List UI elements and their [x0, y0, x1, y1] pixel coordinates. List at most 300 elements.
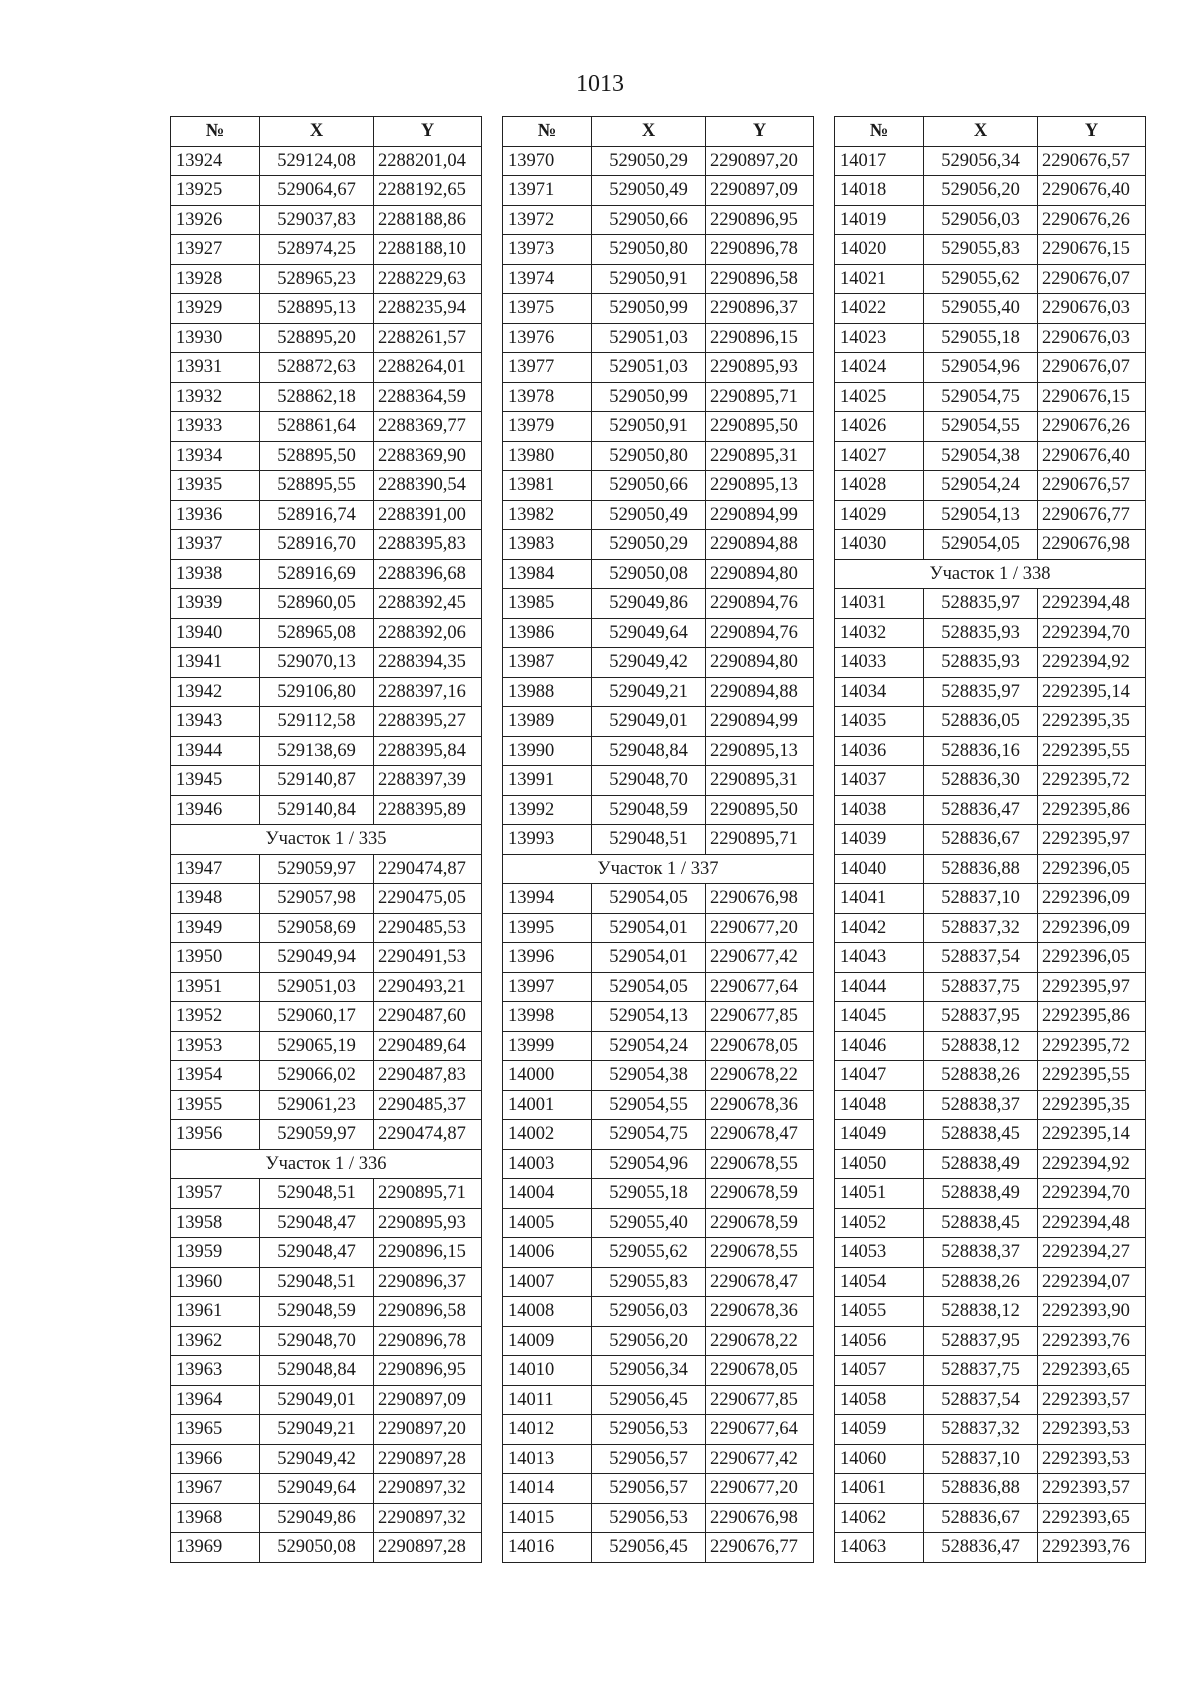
y-coordinate-cell: 2288395,84 — [374, 736, 482, 766]
x-coordinate-cell: 529054,96 — [924, 353, 1038, 383]
y-coordinate-cell: 2290894,76 — [706, 618, 814, 648]
point-number-cell: 14022 — [835, 294, 924, 324]
point-number-cell: 13963 — [171, 1356, 260, 1386]
point-number-cell: 13925 — [171, 176, 260, 206]
point-number-cell: 14038 — [835, 795, 924, 825]
table-row — [503, 589, 814, 619]
table-row — [835, 677, 1146, 707]
x-coordinate-cell: 529054,55 — [924, 412, 1038, 442]
y-coordinate-cell: 2290485,37 — [374, 1090, 482, 1120]
point-number-cell: 13955 — [171, 1090, 260, 1120]
table-row — [171, 1385, 482, 1415]
y-coordinate-cell: 2292394,70 — [1038, 1179, 1146, 1209]
x-coordinate-cell: 529054,05 — [592, 884, 706, 914]
point-number-cell: 13968 — [171, 1503, 260, 1533]
x-coordinate-cell: 529064,67 — [260, 176, 374, 206]
x-coordinate-cell: 529051,03 — [592, 353, 706, 383]
y-coordinate-cell: 2290895,13 — [706, 471, 814, 501]
table-row — [171, 943, 482, 973]
y-coordinate-cell: 2292395,35 — [1038, 1090, 1146, 1120]
table-row — [835, 1061, 1146, 1091]
table-row — [835, 825, 1146, 855]
x-coordinate-cell: 529048,70 — [260, 1326, 374, 1356]
x-coordinate-cell: 528965,23 — [260, 264, 374, 294]
point-number-cell: 14052 — [835, 1208, 924, 1238]
x-coordinate-cell: 528837,95 — [924, 1002, 1038, 1032]
y-coordinate-cell: 2290676,57 — [1038, 146, 1146, 176]
y-coordinate-cell: 2292394,92 — [1038, 1149, 1146, 1179]
point-number-cell: 14042 — [835, 913, 924, 943]
table-row — [171, 530, 482, 560]
point-number-cell: 13940 — [171, 618, 260, 648]
table-row — [171, 1120, 482, 1150]
y-coordinate-cell: 2290895,71 — [374, 1179, 482, 1209]
point-number-cell: 13956 — [171, 1120, 260, 1150]
x-coordinate-cell: 529112,58 — [260, 707, 374, 737]
point-number-cell: 14001 — [503, 1090, 592, 1120]
y-coordinate-cell: 2292395,97 — [1038, 972, 1146, 1002]
x-coordinate-cell: 528837,95 — [924, 1326, 1038, 1356]
x-coordinate-cell: 529050,80 — [592, 235, 706, 265]
point-number-cell: 14008 — [503, 1297, 592, 1327]
x-coordinate-cell: 529050,08 — [592, 559, 706, 589]
x-coordinate-cell: 529050,49 — [592, 500, 706, 530]
table-row — [835, 412, 1146, 442]
x-coordinate-cell: 528837,75 — [924, 972, 1038, 1002]
point-number-cell: 13994 — [503, 884, 592, 914]
x-coordinate-cell: 528895,13 — [260, 294, 374, 324]
table-row — [503, 1326, 814, 1356]
table-row — [503, 677, 814, 707]
x-coordinate-cell: 529049,94 — [260, 943, 374, 973]
point-number-cell: 13927 — [171, 235, 260, 265]
header-y: Y — [374, 117, 482, 147]
x-coordinate-cell: 529056,20 — [924, 176, 1038, 206]
y-coordinate-cell: 2290895,71 — [706, 825, 814, 855]
y-coordinate-cell: 2290678,22 — [706, 1326, 814, 1356]
table-row — [835, 913, 1146, 943]
table-row — [503, 1090, 814, 1120]
y-coordinate-cell: 2290895,50 — [706, 795, 814, 825]
point-number-cell: 14046 — [835, 1031, 924, 1061]
x-coordinate-cell: 529050,08 — [260, 1533, 374, 1563]
x-coordinate-cell: 528838,12 — [924, 1297, 1038, 1327]
x-coordinate-cell: 529066,02 — [260, 1061, 374, 1091]
table-row — [503, 707, 814, 737]
x-coordinate-cell: 528835,93 — [924, 618, 1038, 648]
x-coordinate-cell: 529054,38 — [592, 1061, 706, 1091]
y-coordinate-cell: 2290676,40 — [1038, 176, 1146, 206]
point-number-cell: 14050 — [835, 1149, 924, 1179]
table-row — [835, 1090, 1146, 1120]
x-coordinate-cell: 529049,64 — [592, 618, 706, 648]
point-number-cell: 14020 — [835, 235, 924, 265]
point-number-cell: 14024 — [835, 353, 924, 383]
table-row — [503, 618, 814, 648]
point-number-cell: 13958 — [171, 1208, 260, 1238]
table-row — [171, 323, 482, 353]
point-number-cell: 13926 — [171, 205, 260, 235]
y-coordinate-cell: 2292394,70 — [1038, 618, 1146, 648]
point-number-cell: 13986 — [503, 618, 592, 648]
table-row — [835, 648, 1146, 678]
y-coordinate-cell: 2290897,32 — [374, 1474, 482, 1504]
coordinates-table-left — [170, 116, 482, 1563]
point-number-cell: 13979 — [503, 412, 592, 442]
y-coordinate-cell: 2292395,14 — [1038, 677, 1146, 707]
point-number-cell: 14063 — [835, 1533, 924, 1563]
x-coordinate-cell: 529051,03 — [260, 972, 374, 1002]
x-coordinate-cell: 528838,49 — [924, 1179, 1038, 1209]
y-coordinate-cell: 2290677,20 — [706, 1474, 814, 1504]
y-coordinate-cell: 2290493,21 — [374, 972, 482, 1002]
point-number-cell: 13989 — [503, 707, 592, 737]
point-number-cell: 14032 — [835, 618, 924, 648]
y-coordinate-cell: 2290678,55 — [706, 1149, 814, 1179]
x-coordinate-cell: 529048,59 — [260, 1297, 374, 1327]
y-coordinate-cell: 2290676,07 — [1038, 353, 1146, 383]
point-number-cell: 14019 — [835, 205, 924, 235]
table-row — [835, 500, 1146, 530]
table-row — [171, 264, 482, 294]
table-row — [503, 323, 814, 353]
table-row — [171, 1002, 482, 1032]
y-coordinate-cell: 2292394,48 — [1038, 589, 1146, 619]
y-coordinate-cell: 2290677,64 — [706, 972, 814, 1002]
point-number-cell: 13952 — [171, 1002, 260, 1032]
table-row — [835, 323, 1146, 353]
x-coordinate-cell: 529049,01 — [592, 707, 706, 737]
table-row — [503, 353, 814, 383]
y-coordinate-cell: 2290895,31 — [706, 766, 814, 796]
x-coordinate-cell: 528895,50 — [260, 441, 374, 471]
table-row — [503, 943, 814, 973]
y-coordinate-cell: 2290896,78 — [706, 235, 814, 265]
point-number-cell: 14028 — [835, 471, 924, 501]
point-number-cell: 14057 — [835, 1356, 924, 1386]
point-number-cell: 13971 — [503, 176, 592, 206]
table-row — [503, 530, 814, 560]
x-coordinate-cell: 529054,01 — [592, 913, 706, 943]
x-coordinate-cell: 529055,18 — [924, 323, 1038, 353]
x-coordinate-cell: 529056,57 — [592, 1444, 706, 1474]
table-row — [171, 471, 482, 501]
table-row — [171, 648, 482, 678]
y-coordinate-cell: 2288188,10 — [374, 235, 482, 265]
x-coordinate-cell: 529059,97 — [260, 854, 374, 884]
table-row — [503, 412, 814, 442]
section-title: Участок 1 / 337 — [503, 854, 814, 884]
x-coordinate-cell: 529056,57 — [592, 1474, 706, 1504]
point-number-cell: 14012 — [503, 1415, 592, 1445]
y-coordinate-cell: 2292393,90 — [1038, 1297, 1146, 1327]
table-row — [171, 176, 482, 206]
point-number-cell: 13950 — [171, 943, 260, 973]
table-row — [835, 1238, 1146, 1268]
y-coordinate-cell: 2290676,40 — [1038, 441, 1146, 471]
y-coordinate-cell: 2292395,72 — [1038, 766, 1146, 796]
point-number-cell: 13988 — [503, 677, 592, 707]
x-coordinate-cell: 529048,84 — [260, 1356, 374, 1386]
y-coordinate-cell: 2288369,90 — [374, 441, 482, 471]
table-row — [835, 854, 1146, 884]
point-number-cell: 14053 — [835, 1238, 924, 1268]
table-row — [503, 766, 814, 796]
point-number-cell: 13987 — [503, 648, 592, 678]
y-coordinate-cell: 2290678,05 — [706, 1031, 814, 1061]
y-coordinate-cell: 2290894,99 — [706, 500, 814, 530]
x-coordinate-cell: 529056,03 — [592, 1297, 706, 1327]
y-coordinate-cell: 2290676,07 — [1038, 264, 1146, 294]
point-number-cell: 14049 — [835, 1120, 924, 1150]
point-number-cell: 14059 — [835, 1415, 924, 1445]
x-coordinate-cell: 529050,91 — [592, 264, 706, 294]
table-row — [835, 707, 1146, 737]
x-coordinate-cell: 529048,59 — [592, 795, 706, 825]
table-row — [835, 736, 1146, 766]
y-coordinate-cell: 2292395,35 — [1038, 707, 1146, 737]
point-number-cell: 13939 — [171, 589, 260, 619]
header-y: Y — [706, 117, 814, 147]
y-coordinate-cell: 2290487,83 — [374, 1061, 482, 1091]
y-coordinate-cell: 2290897,09 — [374, 1385, 482, 1415]
table-row — [835, 618, 1146, 648]
x-coordinate-cell: 529055,62 — [924, 264, 1038, 294]
table-row — [503, 884, 814, 914]
table-row — [835, 382, 1146, 412]
x-coordinate-cell: 529056,45 — [592, 1533, 706, 1563]
point-number-cell: 13970 — [503, 146, 592, 176]
point-number-cell: 13929 — [171, 294, 260, 324]
x-coordinate-cell: 529037,83 — [260, 205, 374, 235]
y-coordinate-cell: 2290897,32 — [374, 1503, 482, 1533]
table-row — [503, 500, 814, 530]
point-number-cell: 14003 — [503, 1149, 592, 1179]
x-coordinate-cell: 529060,17 — [260, 1002, 374, 1032]
point-number-cell: 14004 — [503, 1179, 592, 1209]
y-coordinate-cell: 2288264,01 — [374, 353, 482, 383]
y-coordinate-cell: 2290676,15 — [1038, 382, 1146, 412]
point-number-cell: 13954 — [171, 1061, 260, 1091]
table-row — [503, 972, 814, 1002]
table-row — [171, 235, 482, 265]
table-row — [835, 441, 1146, 471]
table-row — [835, 471, 1146, 501]
table-row — [171, 766, 482, 796]
point-number-cell: 13962 — [171, 1326, 260, 1356]
x-coordinate-cell: 529056,53 — [592, 1503, 706, 1533]
x-coordinate-cell: 529048,51 — [260, 1267, 374, 1297]
table-row — [503, 1179, 814, 1209]
y-coordinate-cell: 2290677,64 — [706, 1415, 814, 1445]
y-coordinate-cell: 2292394,48 — [1038, 1208, 1146, 1238]
table-row — [171, 382, 482, 412]
y-coordinate-cell: 2288391,00 — [374, 500, 482, 530]
y-coordinate-cell: 2290475,05 — [374, 884, 482, 914]
point-number-cell: 13941 — [171, 648, 260, 678]
coordinates-table-middle — [502, 116, 814, 1563]
x-coordinate-cell: 528916,69 — [260, 559, 374, 589]
table-header-row — [171, 117, 482, 147]
table-row — [835, 1356, 1146, 1386]
y-coordinate-cell: 2292394,07 — [1038, 1267, 1146, 1297]
table-row — [171, 441, 482, 471]
header-x: X — [924, 117, 1038, 147]
x-coordinate-cell: 528837,10 — [924, 1444, 1038, 1474]
x-coordinate-cell: 529070,13 — [260, 648, 374, 678]
y-coordinate-cell: 2290678,59 — [706, 1208, 814, 1238]
y-coordinate-cell: 2292394,27 — [1038, 1238, 1146, 1268]
point-number-cell: 13969 — [171, 1533, 260, 1563]
x-coordinate-cell: 528836,47 — [924, 795, 1038, 825]
y-coordinate-cell: 2292393,57 — [1038, 1474, 1146, 1504]
x-coordinate-cell: 529056,20 — [592, 1326, 706, 1356]
table-row — [503, 1267, 814, 1297]
x-coordinate-cell: 528838,12 — [924, 1031, 1038, 1061]
y-coordinate-cell: 2290894,88 — [706, 530, 814, 560]
point-number-cell: 13981 — [503, 471, 592, 501]
x-coordinate-cell: 529054,05 — [924, 530, 1038, 560]
x-coordinate-cell: 529050,29 — [592, 530, 706, 560]
y-coordinate-cell: 2290677,20 — [706, 913, 814, 943]
x-coordinate-cell: 528836,88 — [924, 854, 1038, 884]
x-coordinate-cell: 528836,88 — [924, 1474, 1038, 1504]
table-row — [171, 1533, 482, 1563]
y-coordinate-cell: 2290895,13 — [706, 736, 814, 766]
table-row — [171, 1356, 482, 1386]
table-row — [503, 648, 814, 678]
point-number-cell: 14039 — [835, 825, 924, 855]
x-coordinate-cell: 529054,75 — [924, 382, 1038, 412]
point-number-cell: 13991 — [503, 766, 592, 796]
point-number-cell: 13992 — [503, 795, 592, 825]
table-row — [503, 235, 814, 265]
table-row — [835, 1444, 1146, 1474]
table-row — [503, 1415, 814, 1445]
point-number-cell: 13936 — [171, 500, 260, 530]
table-row — [835, 1326, 1146, 1356]
point-number-cell: 13964 — [171, 1385, 260, 1415]
table-row — [835, 1385, 1146, 1415]
y-coordinate-cell: 2290678,47 — [706, 1120, 814, 1150]
point-number-cell: 13990 — [503, 736, 592, 766]
y-coordinate-cell: 2290897,28 — [374, 1444, 482, 1474]
point-number-cell: 13983 — [503, 530, 592, 560]
point-number-cell: 13984 — [503, 559, 592, 589]
header-y: Y — [1038, 117, 1146, 147]
y-coordinate-cell: 2290474,87 — [374, 854, 482, 884]
x-coordinate-cell: 529055,62 — [592, 1238, 706, 1268]
point-number-cell: 13993 — [503, 825, 592, 855]
point-number-cell: 14016 — [503, 1533, 592, 1563]
y-coordinate-cell: 2290894,88 — [706, 677, 814, 707]
y-coordinate-cell: 2290676,26 — [1038, 412, 1146, 442]
table-row — [171, 559, 482, 589]
point-number-cell: 14005 — [503, 1208, 592, 1238]
y-coordinate-cell: 2290676,98 — [706, 1503, 814, 1533]
table-row — [171, 1444, 482, 1474]
point-number-cell: 14007 — [503, 1267, 592, 1297]
y-coordinate-cell: 2290676,15 — [1038, 235, 1146, 265]
x-coordinate-cell: 529048,47 — [260, 1238, 374, 1268]
point-number-cell: 14026 — [835, 412, 924, 442]
x-coordinate-cell: 528836,47 — [924, 1533, 1038, 1563]
table-row — [835, 264, 1146, 294]
point-number-cell: 13959 — [171, 1238, 260, 1268]
table-row — [835, 146, 1146, 176]
table-row — [171, 1208, 482, 1238]
y-coordinate-cell: 2290678,47 — [706, 1267, 814, 1297]
table-row — [171, 353, 482, 383]
table-row — [171, 884, 482, 914]
x-coordinate-cell: 529054,13 — [924, 500, 1038, 530]
point-number-cell: 13946 — [171, 795, 260, 825]
table-row — [503, 795, 814, 825]
point-number-cell: 13965 — [171, 1415, 260, 1445]
x-coordinate-cell: 528837,32 — [924, 1415, 1038, 1445]
header-x: X — [592, 117, 706, 147]
x-coordinate-cell: 529054,13 — [592, 1002, 706, 1032]
table-row — [835, 1297, 1146, 1327]
table-row — [171, 1503, 482, 1533]
y-coordinate-cell: 2290678,05 — [706, 1356, 814, 1386]
x-coordinate-cell: 529050,80 — [592, 441, 706, 471]
x-coordinate-cell: 528838,45 — [924, 1208, 1038, 1238]
y-coordinate-cell: 2288394,35 — [374, 648, 482, 678]
point-number-cell: 13967 — [171, 1474, 260, 1504]
x-coordinate-cell: 528895,20 — [260, 323, 374, 353]
x-coordinate-cell: 529055,83 — [592, 1267, 706, 1297]
point-number-cell: 13960 — [171, 1267, 260, 1297]
x-coordinate-cell: 529049,42 — [592, 648, 706, 678]
point-number-cell: 14060 — [835, 1444, 924, 1474]
header-x: X — [260, 117, 374, 147]
point-number-cell: 14037 — [835, 766, 924, 796]
point-number-cell: 13942 — [171, 677, 260, 707]
x-coordinate-cell: 528872,63 — [260, 353, 374, 383]
y-coordinate-cell: 2290896,95 — [374, 1356, 482, 1386]
x-coordinate-cell: 529140,84 — [260, 795, 374, 825]
x-coordinate-cell: 528837,54 — [924, 1385, 1038, 1415]
point-number-cell: 14036 — [835, 736, 924, 766]
point-number-cell: 13928 — [171, 264, 260, 294]
point-number-cell: 13980 — [503, 441, 592, 471]
x-coordinate-cell: 529055,18 — [592, 1179, 706, 1209]
point-number-cell: 13948 — [171, 884, 260, 914]
x-coordinate-cell: 528837,10 — [924, 884, 1038, 914]
x-coordinate-cell: 529056,34 — [592, 1356, 706, 1386]
y-coordinate-cell: 2292393,65 — [1038, 1356, 1146, 1386]
x-coordinate-cell: 529050,91 — [592, 412, 706, 442]
x-coordinate-cell: 529049,21 — [260, 1415, 374, 1445]
table-row — [835, 1267, 1146, 1297]
point-number-cell: 13997 — [503, 972, 592, 1002]
point-number-cell: 14040 — [835, 854, 924, 884]
point-number-cell: 14018 — [835, 176, 924, 206]
x-coordinate-cell: 529049,86 — [592, 589, 706, 619]
table-row — [503, 1149, 814, 1179]
x-coordinate-cell: 528838,37 — [924, 1090, 1038, 1120]
y-coordinate-cell: 2292393,53 — [1038, 1444, 1146, 1474]
point-number-cell: 14021 — [835, 264, 924, 294]
y-coordinate-cell: 2290895,71 — [706, 382, 814, 412]
x-coordinate-cell: 528837,54 — [924, 943, 1038, 973]
point-number-cell: 13966 — [171, 1444, 260, 1474]
y-coordinate-cell: 2292395,72 — [1038, 1031, 1146, 1061]
table-row — [171, 589, 482, 619]
y-coordinate-cell: 2292393,76 — [1038, 1533, 1146, 1563]
table-row — [503, 1297, 814, 1327]
